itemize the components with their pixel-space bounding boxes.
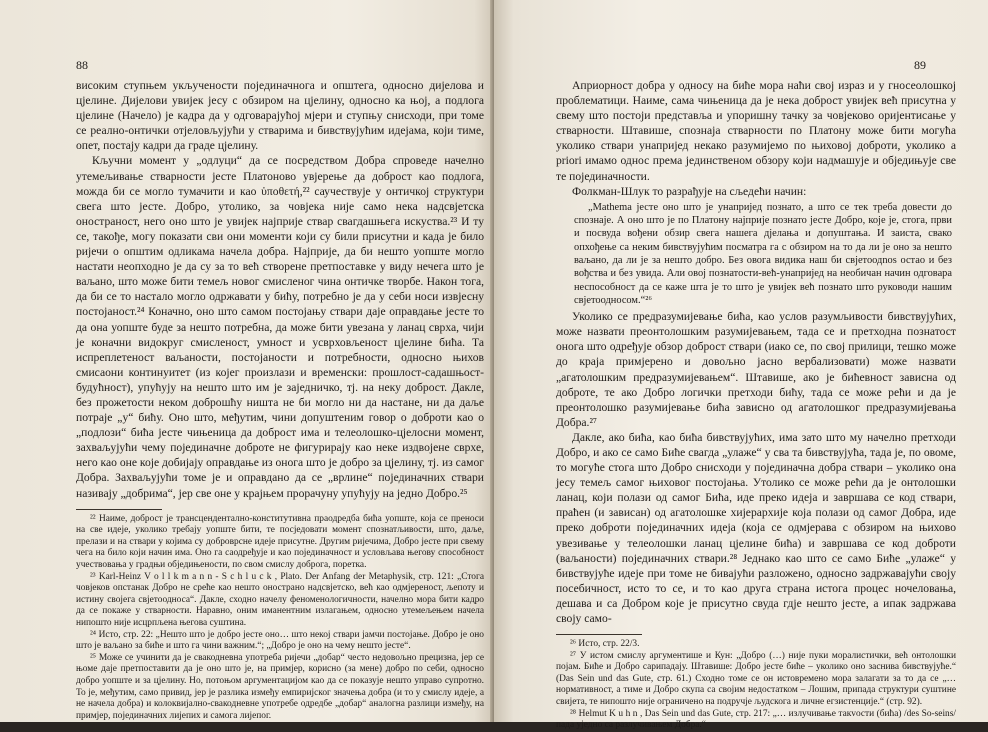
footnote: ²⁵ Може се учинити да је свакодневна употреба ријечи „добар“ често недовољно прецизна, јер се њоме даје претпоставити да је оно што је, на примјер, корисно (за мене) добро по себи, односно добро уопште и за цјелину. Но, потоњом аргументацијом као да се показује нешто управо супротно. То је, међутим, само привид, јер је разлика између емпиријског значења добра (и то у смислу идеје, а не начела добра) и колоквијално-свакодневне употребе одредбе „добар“ аналогна разлици између, на примјер, појединачних лијепих и самога лијепог. (76, 652, 484, 721)
footnote: ²⁶ Исто, стр. 22/3. (570, 639, 640, 650)
page-number-right: 89 (914, 58, 926, 72)
quote-text: „Mathema јесте оно што је унапријед познато, а што се тек треба довести до спознаје. А оно што је по Платону најприје познато јесте Добро, које је, стога, први и посвуда вођени обзир свега нашега дјелања и допуштања. И заиста, свако опхођење са неким бивствујућим посматра га с обзиром на то да ли је оно за нешто ваљано, да ли је за нешто добро. Без овога видика наш би свјетоодnos остао и без вођства и без увида. Али овој познатости-већ-унапријед на необичан начин одговара неспособност да се каже шта је то што је увијек већ познато што руководи нашим свјетоодносом.“²⁶ (574, 201, 952, 306)
paragraph: високим ступњем укључености појединачнога и општега, односно дијелова и цјелине. Дијелови увијек јесу с обзиром на цјелину, односно ка њој, а подлога цјелине (Начело) је кадра да у одговарајућој мјери и ступњу снисходи, при томе се реално-онтички отјеловљујући у стварима и бивствујућим идејама, који тиме, опет, постају кадри да граде цјелину. (76, 79, 484, 153)
footnote: ²² Наиме, доброст је трансцендентално-конститутивна праодредба бића уопште, која се преноси на све идеје, уколико требају уопште бити, те посједовати момент спознатљивости, што, даље, прелази и на ствари у којима су доброврсне идеје присутне. Другим ријечима, Добро јесте при свему чега на било који начин има. Оно га саодређује и као појединачност и условљава његову способност учествовања у градњи обједињености, по свом смислу доброга, поретка. (76, 513, 484, 570)
right-body-text (556, 78, 956, 732)
paragraph: Уколико се предразумијевање бића, као услов разумљивости бивствујућих, може назвати преонтолошким разумијевањем, тада се и претходна познатост онога што одређује обзор доброст ствари (иако се, по свој прилици, тешко може до краја примјерено и довољно јасно вербализовати) може назвати „агатолошким предразумијевањем“. Штавише, ако је бићевност зависна од доброте, те ако Добро логички претходи бићу, тада се може рећи и да је преонтолошко разумијевање бића зависно од агатолошког предразумијевања Добра.²⁷ (556, 310, 956, 429)
footnote: ²³ Karl-Heinz V o l l k m a n n - S c h l u c k , Plato. Der Anfang der Metaphysik, стр. 121: „Стога човјеков опстанак Добро не срећe као нешто онострано надсвјетско, већ као одмјереност, љепоту и истину својега свјетоодноса“. Дакле, сходно начелу феноменологичности, начелно мора бити кадро да се покаже у стварности. Наравно, оним иманентним излагањем, односно утемељењем начела нипошто није исцрпљена његова суштина. (76, 571, 484, 628)
block-quote (574, 201, 952, 307)
footnotes-left (76, 514, 484, 723)
paragraph: Фолкман-Шлук то разрађује на сљедећи начин: (572, 184, 807, 198)
left-page (0, 0, 494, 722)
footnote: ²⁷ У истом смислу аргументише и Кун: „Добро (…) није пуки моралистички, већ онтолошки појам. Биће и Добро сарипадају. Штавише: Добро јесте биће – уколико оно заснива бивствујуће.“ (Das Sein und das Gute, стр. 61.) Сходно томе се он истовремено мора залагати за то да се „… нормативност, а тиме и Добро скупа са својим недостатком – Лошим, припада структури суштине свијета, те нипошто није ограничено на подручје људскога и личне егзистенције.“ (стр. 92). (556, 650, 956, 708)
paragraph: Дакле, ако бића, као бића бивствујућих, има зато што му начелно претходи Добро, и ако се само Биће свагда „улаже“ у сва та бивствујућа, тада је, по овоме, то могуће стога што Добро снисходи у појединачна добра ствари – уколико она јесу темељ самог њиховог постојања. Утолико се може рећи да је онтолошки ланац, који полази од самог Бића, иде преко идеја и завршава се код ствари, праћен (и зависан) од агатолошке хијерархије која полази од самог Добра, иде преко доброти појединачних идеја (која се одмјерава с обзиром на њихово увезивање у телеолошки ланац цјелине бића) и завршава се код доброти (ваљаности) појединачних ствари.²⁸ Једнако као што се само Биће „улаже“ у бивствујуће идеје при томе не бивајући разложено, односно задржавајући своју посебичност, исто то се, и то као друга страна истога процес ночеловања, дешава и са Добром које је присутно свуда гдје нешто јесте, а ипак задржава своју само- (556, 430, 956, 625)
footnote: ²⁴ Исто, стр. 22: „Нешто што је добро јесте оно… што некој ствари јамчи постојање. Добро је оно што је ваљано за биће и што га чини важним.“; „Добро је оно на чему нешто јесте“. (76, 629, 484, 652)
page-number-left: 88 (76, 58, 88, 72)
footnotes-right (556, 639, 956, 732)
paragraph: Кључни момент у „одлуци“ да се посредством Добра спроведе начелно утемељивање стварности јесте Платоново увјерење да доброст као подлога, можда би се могло тумачити и као ὑποθετή,²² саучествује у онтичкој структури свега што јесте. Добро, утолико, за човјека није само нека надсвјетска оностраност, него оно што је увијек најприје ствар свагдашњега искуства.²³ И ту се, такође, могу показати сви они моменти који су били присутни и када је било ријечи о општим одликама начела добра. Најприје, да би нешто уопште могло настати неопходно је да су за то већ створене претпоставке у виду нечега што је ваљано, што може бити темељ новог смисленог чина онтичке творбе. Након тога, да би се то настало могло одржавати у бићу, потребно је да у себи носи извјесну постојаност.²⁴ Коначно, оно што самом постојању ствари даје оправдање јесте то да она уопште буде за нешто потребна, да може бити увезана у ланац сврха, чији је коначни видокруг смисленост, умност и усврховљеност цјелине бића. Та испреплетеност ваљаности, постојаности и потребности, односно њихов смисаони континуитет (из којег произлази и временски: прошлост-садашњост-будућност), упућују на нешто што им је заједничко, тј. на неку доброст. Дакле, без прожетости неком доброшћу ништа не би могло ни да настане, ни да даље потраје „у“ бићу. Оно што, међутим, чини допуштеним говор о доброти као о „подлози“ бића јесте чињеница да доброст има и телеолошко-цјелосни момент, захваљујући чему појединачне доброте не фигурирају као неке издвојене сврхе, него као оне које добијају оправдање из онога што је добро за цјелину, тј. из самог Добра. Захваљујући томе је и оправдано да се „врлине“ појединачних ствари називају „добрима“, јер све оне у крајњем прорачуну упућују на једно Добро.²⁵ (76, 154, 484, 500)
right-page (494, 0, 988, 731)
left-body-text (76, 78, 484, 722)
footnote-rule (76, 509, 162, 510)
footnote-rule (556, 634, 642, 635)
footnote: ²⁸ Helmut K u h n , Das Sein und das Gute, стр. 217: „… излучивање такvости (бића) /des So-seins/ пада уједно са разлучивањем Добра.“ (556, 708, 956, 731)
paragraph: Априорност добра у односу на биће мора наћи свој израз и у гносеолошкој проблематици. Наиме, сама чињеница да је нека доброст увијек већ присутна у свему што постоји представља и упоришну тачку за човјеково оријентисање у стварности. Штавише, спознаја стварности по Платону може бити могућа уколико ствари унапријед некако разумијемо по њиховој доброти, уколико a priori имамо однос према јединственом обзору који надмашује и обједињује све те појединачности. (556, 79, 956, 183)
